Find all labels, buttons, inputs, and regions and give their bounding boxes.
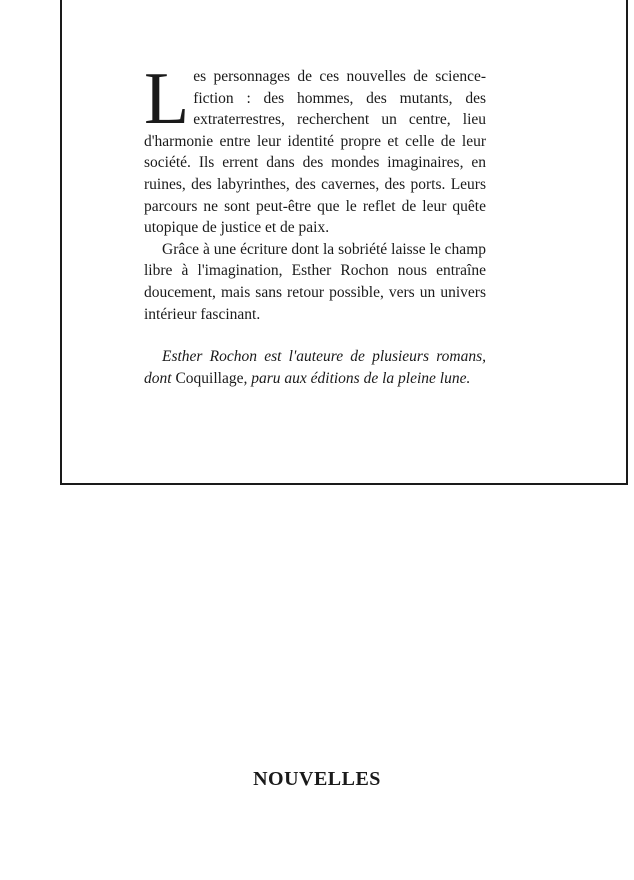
bio-part-1: Esther Rochon est l'auteure de plusieurs romans, dont: [144, 348, 486, 387]
author-bio: [144, 346, 486, 389]
drop-cap: L: [144, 58, 190, 140]
paragraph-2: Grâce à une écriture dont la sobriété laisse le champ libre à l'imagination, Esther Rochon nous entraîne doucement, mais sans retour possible, vers un univers intérieur fascinant.: [144, 240, 486, 323]
collection-label: NOUVELLES: [253, 768, 381, 790]
back-cover-text: [144, 58, 486, 389]
paragraph-1: [144, 58, 486, 239]
bio-part-2: , paru aux éditions de la pleine lune.: [243, 369, 471, 387]
bio-book-title: Coquillage: [175, 369, 244, 387]
paragraph-1-body: es personnages de ces nouvelles de science-fiction : des hommes, des mutants, des extraterrestres, recherchent un centre, lieu d'harmonie entre leur identité propre et celle de leur société. Ils errent dans des mondes imaginaires, en ruines, des labyrinthes, des cavernes, des ports. Leurs parcours ne sont peut-être que le reflet de leur quête utopique de justice et de paix.: [144, 68, 486, 237]
